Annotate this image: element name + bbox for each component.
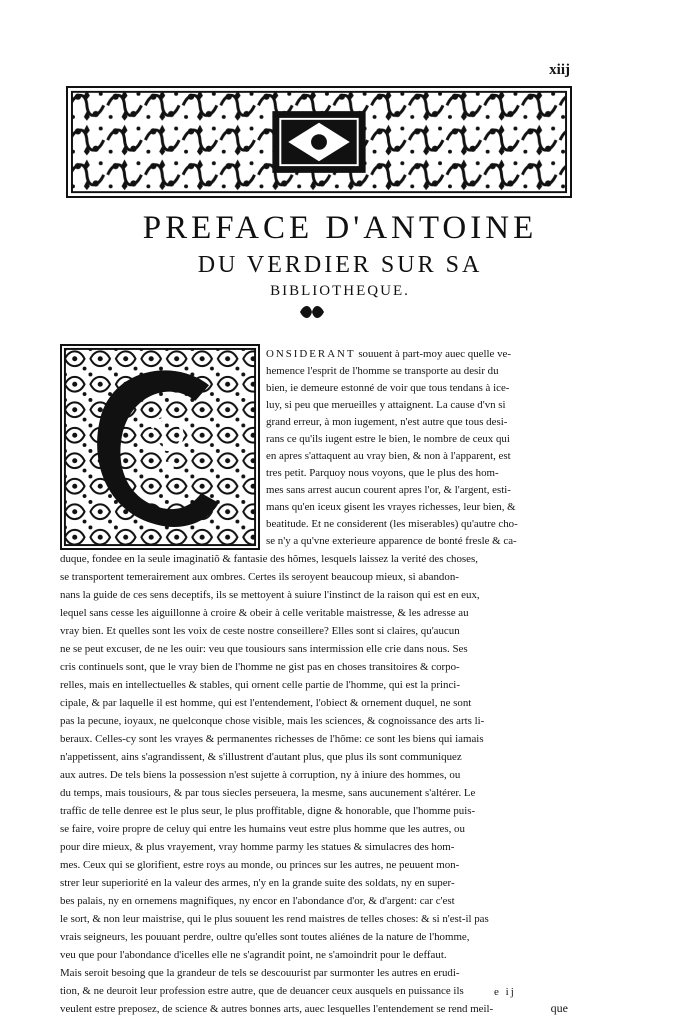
cap-line: en apres s'attaquent au vray bien, & non à l'apparent, est [266, 450, 511, 462]
text-line: se n'y a qu'vne exterieure apparence de bonté fresle & ca- [266, 535, 517, 547]
cap-line: bien, ie demeure estonné de voir que tous tendans à ice- [266, 382, 510, 394]
text-line: le sort, & non leur maistrise, qui le plus souuent les rend maistres de telles choses: & si n'est-il pas [60, 913, 489, 925]
cap-line: luy, si peu que merueilles y attaignent. La cause d'vn si [266, 399, 506, 411]
fleuron-icon [298, 304, 326, 320]
first-line [266, 346, 566, 363]
text-line: aux autres. De tels biens la possession n'est sujette à corruption, ny à iniure des hommes, ou [60, 769, 461, 781]
text-line: beraux. Celles-cy sont les vrayes & permanentes richesses de l'hõme: ce sont les biens qui iamais [60, 733, 484, 745]
text-line: mes. Ceux qui se glorifient, estre roys au monde, ou princes sur les autres, ne peuuent mon- [60, 859, 460, 871]
text-line: ne se peut excuser, de ne les ouir: veu que tousiours sans intermission elle crie dans nous. Ses [60, 643, 468, 655]
cap-line: hemence l'esprit de l'homme se transporte au desir du [266, 365, 499, 377]
incipit-word: ONSIDERANT [266, 348, 356, 360]
title-line-1: PREFACE D'ANTOINE [142, 210, 538, 246]
title-line-3: BIBLIOTHEQUE. [270, 283, 410, 299]
folio-number: xiij [549, 62, 570, 78]
cap-line: beatitude. Et ne considerent (les miserables) qu'autre cho- [266, 518, 518, 530]
text-line: du temps, mais tousiours, & par tous siecles perseuera, la mesme, sans aucunement s'altérer. Le [60, 787, 476, 799]
text-line: cris continuels sont, que le vray bien de l'homme ne gist pas en choses transitoires & corpo- [60, 661, 460, 673]
cap-line: mans qu'en iceux gisent les vrayes richesses, leur bien, & [266, 501, 516, 513]
cap-line-0: souuent à part-moy auec quelle ve- [358, 348, 512, 360]
cap-line: grand erreur, à mon iugement, n'est autre que tous desi- [266, 416, 508, 428]
text-line: se faire, voire propre de celuy qui entre les humains veut estre plus homme que les autres, ou [60, 823, 465, 835]
text-line: n'appetissent, ains s'agrandissent, & s'illustrent d'autant plus, que plus ils sont communiquez [60, 751, 462, 763]
signature-mark: e ij [494, 986, 516, 998]
text-line: veu que pour l'abondance d'icelles elle ne s'agrandit point, ne s'amoindrit pour le deffaut. [60, 949, 447, 961]
text-line: lequel sans cesse les aiguillonne à croire & obeir à celle veritable maistresse, & les adresse au [60, 607, 469, 619]
text-line: Mais seroit besoing que la grandeur de tels se descouurist par surmonter les autres en erudi- [60, 967, 460, 979]
cap-line: tres petit. Parquoy nous voyons, que le plus des hom- [266, 467, 499, 479]
text-line: nans la guide de ces sens deceptifs, ils se mettoyent à suiure l'instinct de la raison qui est en eux, [60, 589, 480, 601]
text-line: bes palais, ny en ornemens magnifiques, ny encor en l'abondance d'or, & d'argent: car c'est [60, 895, 455, 907]
cap-line: rans ce qu'ils iugent estre le bien, le nombre de ceux qui [266, 433, 510, 445]
text-line: relles, mais en intellectuelles & stables, qui ornent celle partie de l'homme, qui est la princi- [60, 679, 460, 691]
text-line: se transportent temerairement aux ombres. Certes ils seroyent beaucoup mieux, si abandon- [60, 571, 459, 583]
catchword: que [550, 1001, 568, 1015]
decorated-initial-c [60, 344, 260, 550]
title-line-2: DU VERDIER SUR SA [197, 252, 483, 278]
text-line: tion, & ne deuroit leur profession estre autre, que de deuancer ceux ausquels en puissance ils [60, 985, 464, 997]
cap-line: mes sans arrest aucun courent apres l'or, & l'argent, esti- [266, 484, 511, 496]
text-line: duque, fondee en la seule imaginatiõ & fantasie des hõmes, lesquels laissez la verité des choses, [60, 553, 478, 565]
text-line: pour dire mieux, & plus vrayement, vray homme parmy les statues & simulacres des hom- [60, 841, 455, 853]
text-line: vray bien. Et quelles sont les voix de ceste nostre conseillere? Elles sont si claires, qu'aucun [60, 625, 460, 637]
text-line: vrais seigneurs, les pouuant perdre, oultre qu'elles sont toutes aliénes de la nature de l'homme, [60, 931, 470, 943]
text-line: traffic de telle denree est le plus seur, le plus proffitable, digne & honorable, que l'homme puis- [60, 805, 476, 817]
text-line: cipale, & par laquelle il est homme, qui est l'entendement, l'obiect & ornement duquel, ne sont [60, 697, 472, 709]
ornamental-headpiece [66, 86, 572, 198]
text-line: strer leur superiorité en la valeur des armes, n'y en la grande suite des soldats, ny en super- [60, 877, 455, 889]
text-line: veulent estre preposez, de science & autres bonnes arts, auec lesquelles l'entendement se rend meil- [60, 1003, 494, 1015]
text-line: pas la pecune, ioyaux, ne quelconque chose visible, mais les sciences, & cognoissance des arts li- [60, 715, 485, 727]
